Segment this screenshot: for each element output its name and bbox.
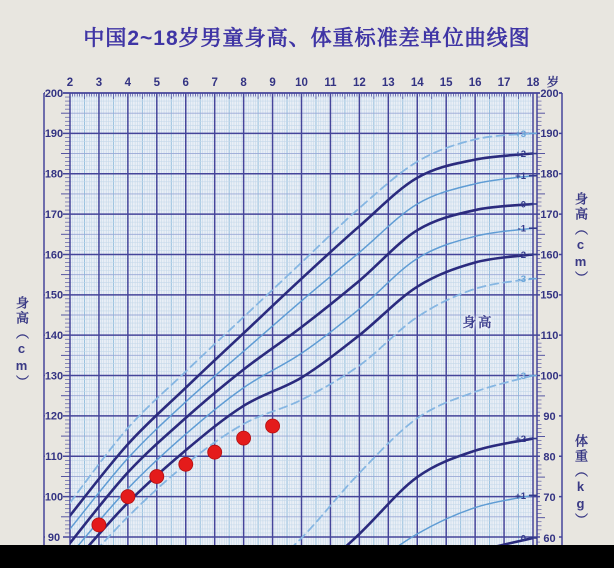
svg-text:90: 90	[47, 531, 61, 544]
svg-text:8: 8	[240, 77, 247, 89]
svg-text:200: 200	[44, 87, 64, 100]
svg-text:7: 7	[211, 77, 218, 89]
svg-text:180: 180	[540, 168, 559, 181]
svg-text:100: 100	[540, 370, 559, 383]
svg-text:190: 190	[44, 128, 64, 141]
svg-text:0: 0	[520, 199, 526, 211]
red-dot-age-9	[266, 419, 280, 433]
svg-text:200: 200	[540, 87, 559, 100]
svg-text:170: 170	[540, 208, 559, 221]
svg-text:160: 160	[44, 249, 64, 262]
weight-axis-title-right: 体重（kg）	[573, 434, 588, 528]
bottom-crop-bar	[0, 545, 614, 568]
svg-text:120: 120	[44, 410, 64, 423]
svg-text:14: 14	[410, 77, 424, 89]
svg-text:2: 2	[66, 77, 74, 89]
svg-text:90: 90	[543, 411, 556, 423]
svg-text:140: 140	[44, 329, 64, 342]
svg-text:9: 9	[269, 77, 276, 89]
svg-text:-1: -1	[517, 223, 526, 235]
svg-text:190: 190	[540, 128, 559, 141]
svg-text:60: 60	[543, 532, 556, 545]
svg-text:-2: -2	[517, 249, 526, 261]
height-axis-title-right: 身高（cm）	[573, 192, 588, 286]
svg-text:0: 0	[520, 533, 526, 545]
svg-text:+3: +3	[515, 128, 526, 140]
svg-text:+1: +1	[515, 490, 526, 502]
svg-text:18: 18	[526, 77, 540, 89]
red-dot-age-7	[208, 445, 222, 459]
svg-text:+2: +2	[515, 148, 526, 160]
svg-text:170: 170	[44, 208, 64, 221]
svg-text:+1: +1	[515, 171, 526, 183]
svg-text:4: 4	[124, 77, 132, 89]
svg-text:100: 100	[44, 491, 64, 504]
red-dot-age-4	[121, 490, 135, 504]
red-dot-age-5	[150, 470, 164, 484]
svg-text:岁: 岁	[546, 75, 560, 89]
inplot-height-curves-label: 身高	[462, 315, 494, 330]
svg-text:+3: +3	[515, 371, 526, 382]
svg-text:130: 130	[44, 370, 64, 383]
svg-text:17: 17	[497, 77, 511, 89]
svg-text:160: 160	[540, 249, 559, 262]
svg-text:10: 10	[295, 77, 308, 89]
height-axis-title-left: 身高（cm）	[14, 296, 29, 390]
red-dot-age-3	[92, 518, 106, 532]
svg-text:110: 110	[540, 329, 559, 342]
svg-text:-3: -3	[517, 274, 526, 286]
svg-text:80: 80	[543, 451, 556, 464]
svg-text:+2: +2	[515, 433, 526, 445]
svg-text:180: 180	[44, 168, 64, 181]
svg-text:5: 5	[153, 77, 161, 89]
svg-text:70: 70	[543, 492, 556, 505]
svg-text:110: 110	[45, 451, 63, 464]
svg-text:150: 150	[44, 289, 64, 302]
svg-text:12: 12	[352, 77, 366, 89]
svg-text:150: 150	[540, 289, 559, 302]
red-dot-age-6	[179, 457, 193, 471]
svg-text:6: 6	[182, 77, 189, 89]
svg-text:3: 3	[95, 77, 103, 89]
red-dot-age-8	[237, 431, 251, 445]
svg-text:13: 13	[381, 77, 395, 89]
page-title: 中国2~18岁男童身高、体重标准差单位曲线图	[83, 27, 531, 50]
svg-text:11: 11	[324, 77, 337, 89]
svg-text:16: 16	[468, 77, 482, 89]
svg-text:15: 15	[439, 77, 453, 89]
